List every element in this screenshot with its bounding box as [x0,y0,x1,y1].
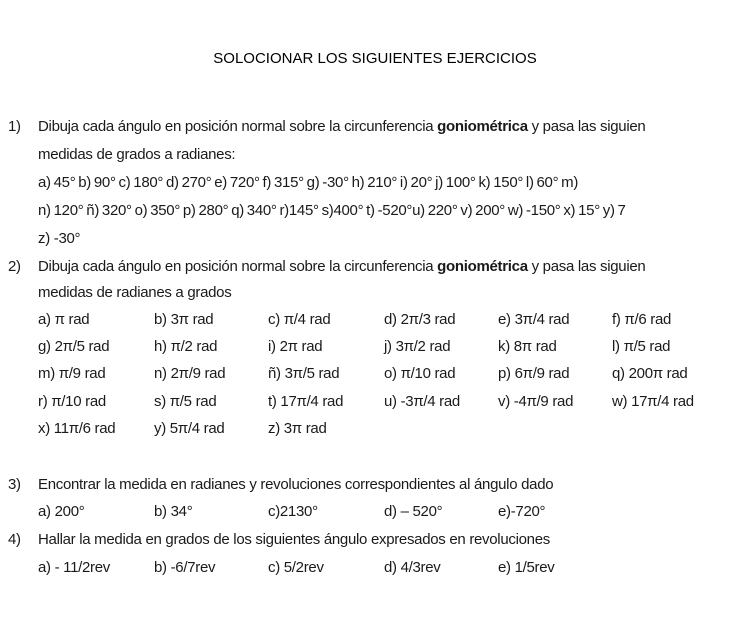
q2-cell: n) 2π/9 rad [154,365,226,382]
q4-item: b) -6/7rev [154,559,216,576]
q2-text-after: y pasa las siguien [527,258,646,275]
q3-item: c)2130° [268,503,318,520]
q2-line2: medidas de radianes a grados [38,284,232,301]
q1-number: 1) [8,118,21,135]
q3-item: a) 200° [38,503,85,520]
q2-cell: y) 5π/4 rad [154,420,225,437]
q2-cell: p) 6π/9 rad [498,365,570,382]
q4-item: c) 5/2rev [268,559,324,576]
q2-cell: q) 200π rad [612,365,688,382]
q1-line3: a) 45° b) 90° c) 180° d) 270° e) 720° f) 315° g) -30° h) 210° i) 20° j) 100° k) 150° l) 60° m) [38,174,579,191]
q1-statement [38,118,645,135]
q2-cell: w) 17π/4 rad [612,393,694,410]
q2-cell: i) 2π rad [268,338,323,355]
q2-cell: h) π/2 rad [154,338,218,355]
q2-number: 2) [8,258,21,275]
q2-text-before: Dibuja cada ángulo en posición normal sobre la circunferencia [38,258,438,275]
q2-cell: o) π/10 rad [384,365,456,382]
q4-item: d) 4/3rev [384,559,441,576]
q2-cell: e) 3π/4 rad [498,311,570,328]
q4-statement: Hallar la medida en grados de los siguientes ángulo expresados en revoluciones [38,531,550,548]
q1-text-after: y pasa las siguien [527,118,646,135]
q3-number: 3) [8,476,21,493]
q2-cell: l) π/5 rad [612,338,671,355]
q4-number: 4) [8,531,21,548]
q2-cell: v) -4π/9 rad [498,393,574,410]
q2-cell: s) π/5 rad [154,393,217,410]
q2-cell: ñ) 3π/5 rad [268,365,340,382]
q3-item: e)-720° [498,503,546,520]
q1-text-before: Dibuja cada ángulo en posición normal sobre la circunferencia [38,118,438,135]
q1-line5: z) -30° [38,230,81,247]
q2-cell: j) 3π/2 rad [384,338,451,355]
q2-cell: g) 2π/5 rad [38,338,110,355]
page-title: SOLOCIONAR LOS SIGUIENTES EJERCICIOS [213,50,537,67]
q2-cell: d) 2π/3 rad [384,311,456,328]
q2-cell: t) 17π/4 rad [268,393,344,410]
q1-line2: medidas de grados a radianes: [38,146,236,163]
q1-line4: n) 120° ñ) 320° o) 350° p) 280° q) 340° r)145° s)400° t) -520°u) 220° v) 200° w) -150° x) 15° y) 7 [38,202,626,219]
q2-bold-word: goniométrica [437,258,528,275]
q3-item: d) – 520° [384,503,443,520]
q2-cell: b) 3π rad [154,311,214,328]
q2-cell: z) 3π rad [268,420,327,437]
q1-bold-word: goniométrica [437,118,528,135]
q2-cell: r) π/10 rad [38,393,106,410]
q2-cell: u) -3π/4 rad [384,393,460,410]
q2-statement [38,258,645,275]
q2-cell: k) 8π rad [498,338,557,355]
q2-cell: m) π/9 rad [38,365,106,382]
q2-cell: c) π/4 rad [268,311,331,328]
q4-item: a) - 11/2rev [38,559,110,576]
q3-statement: Encontrar la medida en radianes y revoluciones correspondientes al ángulo dado [38,476,554,493]
q4-item: e) 1/5rev [498,559,555,576]
q2-cell: a) π rad [38,311,90,328]
q2-cell: x) 11π/6 rad [38,420,116,437]
q3-item: b) 34° [154,503,193,520]
q2-cell: f) π/6 rad [612,311,672,328]
